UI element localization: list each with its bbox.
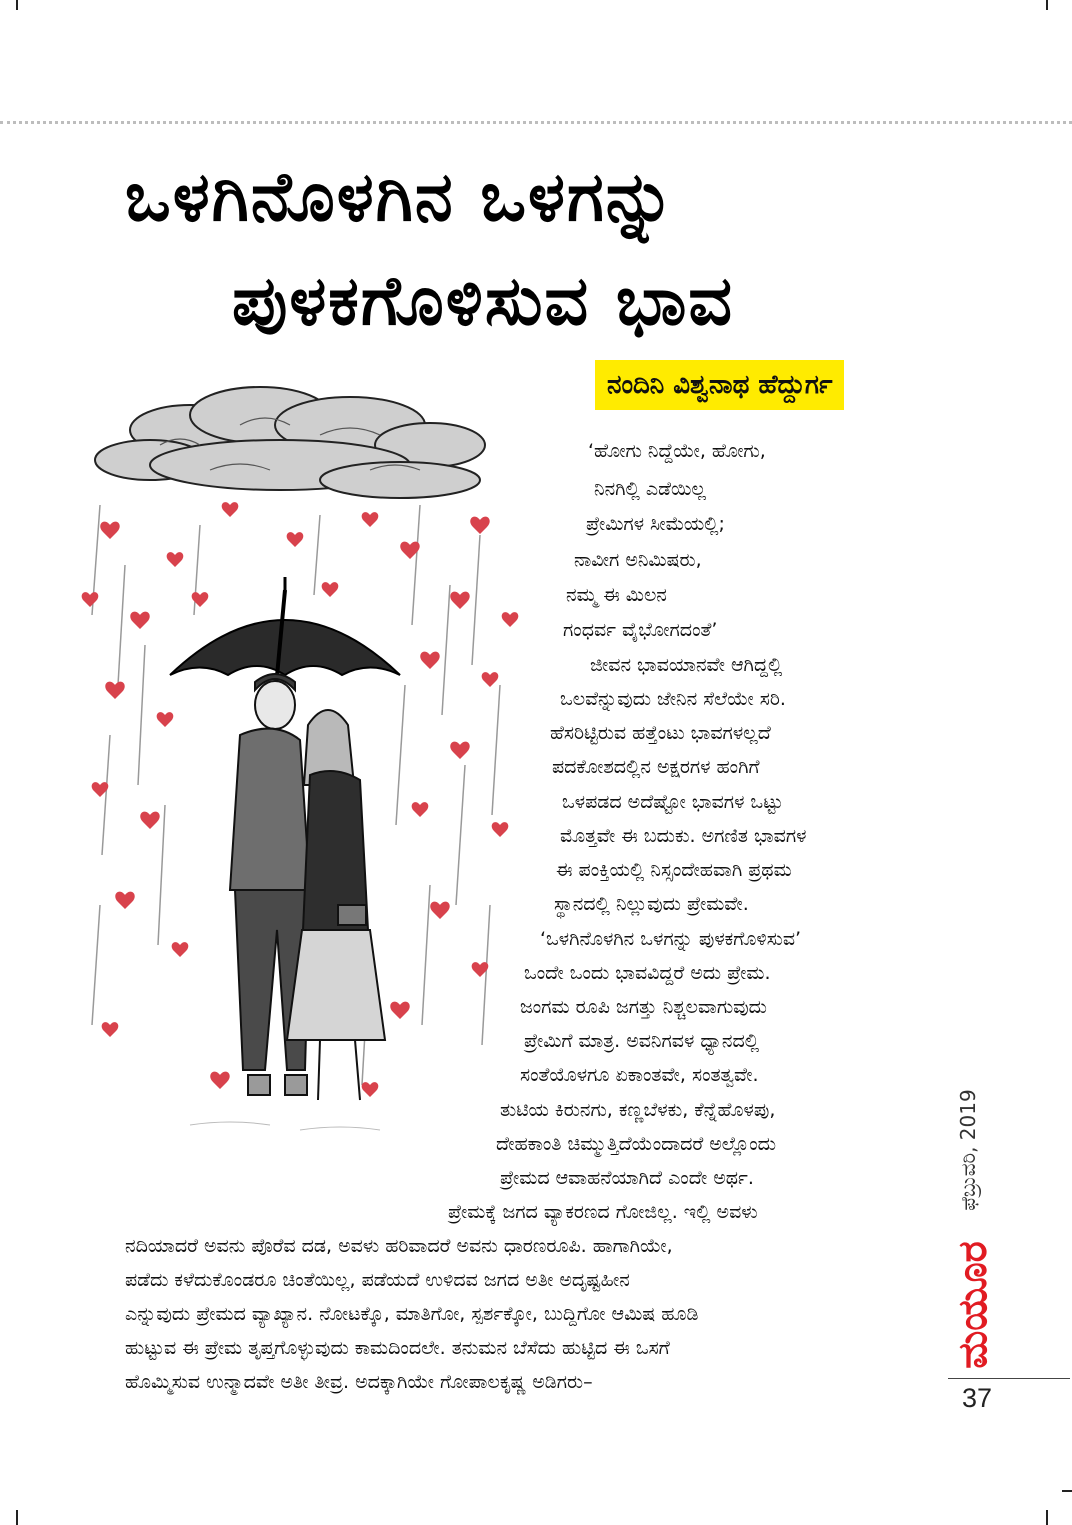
body-line: ಜಂಗಮ ರೂಪಿ ಜಗತ್ತು ನಿಶ್ಚಲವಾಗುವುದು [520,996,767,1018]
poem-line: ‘ಹೋಗು ನಿದ್ದೆಯೇ, ಹೋಗು, [588,440,766,462]
couple-umbrella-illustration [70,385,530,1155]
body-line: ಹೆಸರಿಟ್ಟಿರುವ ಹತ್ತೆಂಟು ಭಾವಗಳಲ್ಲದೆ [550,722,771,744]
body-line: ತುಟಿಯ ಕಿರುನಗು, ಕಣ್ಣಬೆಳಕು, ಕೆನ್ನೆಹೊಳಪು, [500,1099,776,1121]
body-line: ಒಳಪಡದ ಅದೆಷ್ಟೋ ಭಾವಗಳ ಒಟ್ಟು [562,791,784,813]
body-line: ‘ಒಳಗಿನೊಳಗಿನ ಒಳಗನ್ನು ಪುಳಕಗೊಳಿಸುವ’ [540,928,802,950]
body-line: ಪ್ರೇಮಿಗೆ ಮಾತ್ರ. ಅವನಿಗವಳ ಧ್ಯಾನದಲ್ಲಿ [524,1030,760,1052]
body-line: ಪ್ರೇಮದ ಆವಾಹನೆಯಾಗಿದೆ ಎಂದೇ ಅರ್ಥ. [500,1167,754,1189]
magazine-brand-text: ಮಯೂರ [950,1241,996,1369]
page-number: 37 [962,1383,993,1413]
body-line: ಮೊತ್ತವೇ ಈ ಬದುಕು. ಅಗಣಿತ ಭಾವಗಳ [560,825,807,847]
body-line: ಒಲವೆನ್ನುವುದು ಜೇನಿನ ಸೆಲೆಯೇ ಸರಿ. [560,688,786,710]
poem-line: ನಾವೀಗ ಅನಿಮಿಷರು, [574,549,702,571]
body-line: ನದಿಯಾದರೆ ಅವನು ಪೊರೆವ ದಡ, ಅವಳು ಹರಿವಾದರೆ ಅವನು ಧಾರಣರೂಪಿ. ಹಾಗಾಗಿಯೇ, [125,1235,673,1257]
author-byline: ನಂದಿನಿ ವಿಶ್ವನಾಥ ಹೆದ್ದುರ್ಗ [595,360,844,410]
body-line: ಎನ್ನುವುದು ಪ್ರೇಮದ ವ್ಯಾಖ್ಯಾನ. ನೋಟಕ್ಕೊ, ಮಾತಿಗೋ, ಸ್ಪರ್ಶಕ್ಕೋ, ಬುದ್ದಿಗೋ ಆಮಿಷ ಹೂಡಿ [125,1303,699,1325]
body-line: ಹುಟ್ಟುವ ಈ ಪ್ರೇಮ ತೃಪ್ತಗೊಳ್ಳುವುದು ಕಾಮದಿಂದಲೇ. ತನುಮನ ಬೆಸೆದು ಹುಟ್ಟಿದ ಈ ಒಸಗೆ [125,1337,670,1359]
body-line: ಪ್ರೇಮಕ್ಕೆ ಜಗದ ವ್ಯಾಕರಣದ ಗೋಜಿಲ್ಲ. ಇಲ್ಲಿ ಅವಳು [448,1201,758,1223]
footer-rule [948,1378,1070,1379]
article-title-line-1: ಒಳಗಿನೊಳಗಿನ ಒಳಗನ್ನು [125,158,677,237]
body-line: ಹೊಮ್ಮಿಸುವ ಉನ್ಮಾದವೇ ಅತೀ ತೀವ್ರ. ಅದಕ್ಕಾಗಿಯೇ ಗೋಪಾಲಕೃಷ್ಣ ಅಡಿಗರು– [125,1371,593,1393]
crop-mark [16,0,18,10]
body-line: ಸ್ಥಾನದಲ್ಲಿ ನಿಲ್ಲುವುದು ಪ್ರೇಮವೇ. [554,893,749,915]
issue-date [948,1060,988,1240]
article-title-line-2: ಪುಳಕಗೊಳಿಸುವ ಭಾವ [232,262,734,341]
poem-line: ನಮ್ಮ ಈ ಮಿಲನ [566,584,667,606]
body-line: ಈ ಪಂಕ್ತಿಯಲ್ಲಿ ನಿಸ್ಸಂದೇಹವಾಗಿ ಪ್ರಥಮ [556,859,792,881]
body-line: ಸಂತೆಯೊಳಗೂ ಏಕಾಂತವೇ, ಸಂತತ್ವವೇ. [520,1064,759,1086]
crop-mark [1046,0,1048,10]
crop-mark [1046,1510,1048,1525]
crop-mark [1062,1490,1072,1492]
body-line: ಜೀವನ ಭಾವಯಾನವೇ ಆಗಿದ್ದಲ್ಲಿ [590,654,783,676]
body-line: ಪದಕೋಶದಲ್ಲಿನ ಅಕ್ಷರಗಳ ಹಂಗಿಗೆ [552,756,760,778]
body-line: ಒಂದೇ ಒಂದು ಭಾವವಿದ್ದರೆ ಅದು ಪ್ರೇಮ. [524,962,771,984]
body-line: ಪಡೆದು ಕಳೆದುಕೊಂಡರೂ ಚಿಂತೆಯಿಲ್ಲ, ಪಡೆಯದೆ ಉಳಿದವ ಜಗದ ಅತೀ ಅದೃಷ್ಟಹೀನ [125,1269,630,1291]
crop-mark [16,1510,18,1525]
poem-line: ಪ್ರೇಮಿಗಳ ಸೀಮೆಯಲ್ಲಿ; [586,513,725,535]
issue-date-text: ಫೆಬ್ರುವರಿ, 2019 [956,1089,980,1211]
magazine-brand [950,1238,996,1373]
body-line: ದೇಹಕಾಂತಿ ಚಿಮ್ಮುತ್ತಿದೆಯೆಂದಾದರೆ ಅಲ್ಲೊಂದು [496,1133,776,1155]
dotted-separator [0,121,1072,124]
poem-line: ನಿನಗಿಲ್ಲಿ ಎಡೆಯಿಲ್ಲ [594,478,706,500]
poem-line: ಗಂಧರ್ವ ವೈಭೋಗದಂತೆ’ [563,619,718,641]
